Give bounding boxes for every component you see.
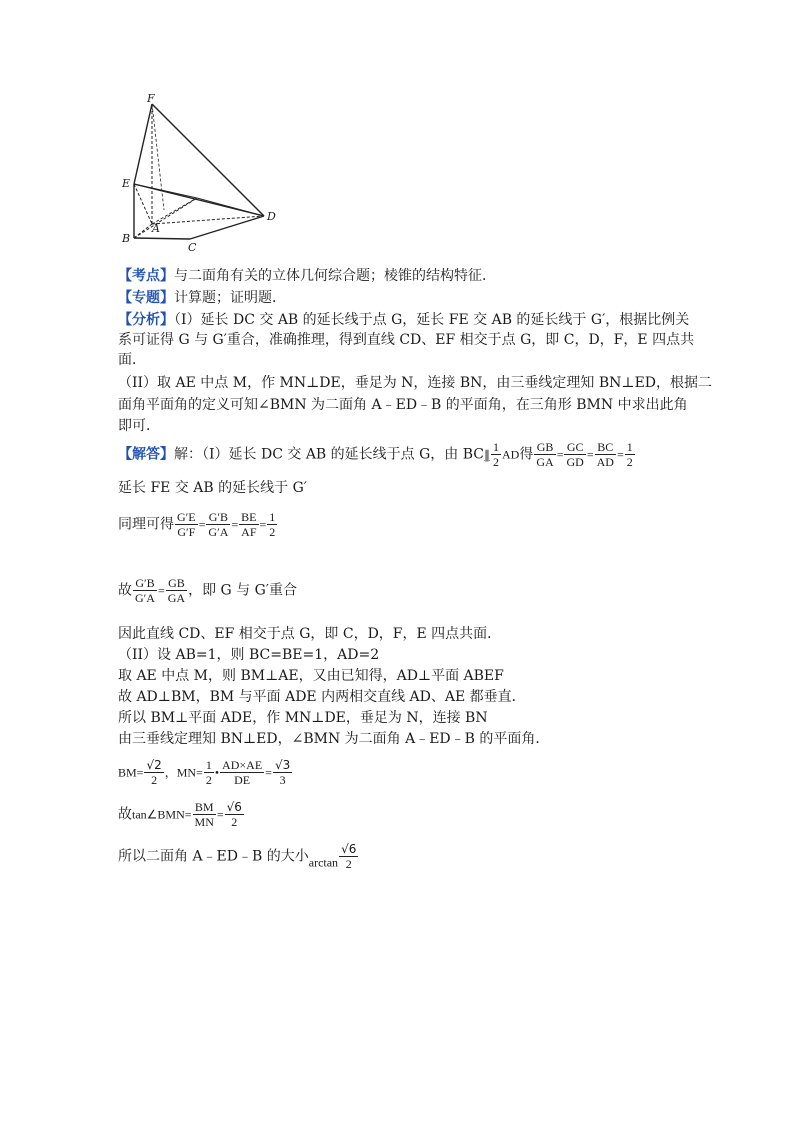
af-den: AF xyxy=(241,525,257,539)
ad-text: AD xyxy=(502,447,520,462)
label-f: F xyxy=(147,92,155,105)
l3-half-fraction xyxy=(267,510,277,539)
label-c: C xyxy=(188,241,197,252)
ge-num: G′E xyxy=(177,510,196,524)
bm-mn-fraction xyxy=(193,800,216,829)
fenxi-text-1: （I）延长 DC 交 AB 的延长线于点 G，延长 FE 交 AB 的延长线于 G′，根据比例关 xyxy=(174,312,690,328)
l4-suffix: ，即 G 与 G′重合 xyxy=(188,582,297,599)
be-af-fraction xyxy=(239,510,258,539)
dot-symbol: • xyxy=(214,765,220,780)
l3-one-num: 1 xyxy=(269,510,276,524)
ad-ae-de-fraction xyxy=(220,758,264,787)
equals: = xyxy=(216,807,224,822)
zhuanti-text: 计算题；证明题． xyxy=(174,290,286,306)
pyramid-diagram xyxy=(112,92,282,252)
fenxi-line-6: 即可． xyxy=(118,418,160,434)
equals: = xyxy=(586,447,594,462)
half-fraction xyxy=(491,440,501,469)
tan-line xyxy=(118,800,245,829)
mn-under-den: MN xyxy=(194,815,214,829)
one-num: 1 xyxy=(626,440,633,454)
fenxi-line-2: 系可证得 G 与 G′重合，准确推理，得到直线 CD、EF 相交于点 G，即 C，D，F，E 四点共 xyxy=(118,332,695,348)
solution-line-3 xyxy=(118,510,278,539)
equals: = xyxy=(616,447,624,462)
parallel-symbol: ∥ xyxy=(484,447,491,462)
ge-gf-fraction xyxy=(175,510,198,539)
gc-num: GC xyxy=(564,440,585,455)
de-den: DE xyxy=(234,773,251,787)
bm-fraction xyxy=(144,758,163,787)
be-num: BE xyxy=(241,510,257,524)
bm-den: 2 xyxy=(151,773,158,787)
solution-line-8: 故 AD⊥BM，BM 与平面 ADE 内两相交直线 AD、AE 都垂直． xyxy=(118,689,526,705)
kaodian-tag: 【考点】 xyxy=(118,268,174,284)
jieda-intro: 解：（I）延长 DC 交 AB 的延长线于点 G，由 BC xyxy=(174,446,485,463)
arctan-label: arctan xyxy=(308,855,339,870)
mn-label: ，MN= xyxy=(164,765,203,780)
ga-den: GA xyxy=(536,455,554,469)
gb-ga-fraction xyxy=(534,440,555,469)
final-line xyxy=(118,842,359,873)
bm-over-num: BM xyxy=(193,800,216,815)
tan-result-num: √6 xyxy=(226,800,242,814)
tan-label: tan∠BMN= xyxy=(132,807,192,822)
gc-gd-fraction xyxy=(564,440,585,469)
solution-line-2: 延长 FE 交 AB 的延长线于 G′ xyxy=(118,480,307,496)
half-den: 2 xyxy=(493,455,500,469)
final-fraction xyxy=(339,842,358,871)
bm-label: BM= xyxy=(118,765,144,780)
two-den: 2 xyxy=(626,455,633,469)
de-text: 得 xyxy=(519,446,534,463)
solution-line-9: 所以 BM⊥平面 ADE，作 MN⊥DE，垂足为 N，连接 BN xyxy=(118,710,488,726)
half-num: 1 xyxy=(493,440,500,454)
label-d: D xyxy=(267,210,276,223)
ga-prime-den: G′A xyxy=(208,525,229,539)
l4-gb-prime-num: G′B xyxy=(133,576,157,591)
label-b: B xyxy=(122,232,131,245)
gf-den: G′F xyxy=(177,525,196,539)
gd-den: GD xyxy=(566,455,584,469)
solution-line-5: 因此直线 CD、EF 相交于点 G，即 C，D，F，E 四点共面． xyxy=(118,626,502,642)
gb-ga-prime-fraction xyxy=(206,510,230,539)
jieda-tag: 【解答】 xyxy=(118,446,174,463)
mn-half-fraction xyxy=(204,758,214,787)
solution-line-7: 取 AE 中点 M，则 BM⊥AE，又由已知得，AD⊥平面 ABEF xyxy=(118,668,504,684)
tan-prefix: 故 xyxy=(118,806,132,823)
kaodian-text: 与二面角有关的立体几何综合题；棱锥的结构特征． xyxy=(174,268,496,284)
ad-den: AD xyxy=(596,455,614,469)
label-a: A xyxy=(152,222,160,235)
one-half-fraction xyxy=(625,440,635,469)
fenxi-line-4: （II）取 AE 中点 M，作 MN⊥DE，垂足为 N，连接 BN，由三垂线定理知 BN⊥ED，根据二 xyxy=(118,375,713,391)
bc-ad-fraction xyxy=(595,440,616,469)
mn-result-fraction xyxy=(273,758,292,787)
label-e: E xyxy=(122,177,131,190)
equals: = xyxy=(198,517,206,532)
mn-half-den: 2 xyxy=(205,773,212,787)
gb-prime-num: G′B xyxy=(206,510,230,525)
equals: = xyxy=(231,517,239,532)
l4-gb-ga-fraction xyxy=(166,576,187,605)
bm-num: √2 xyxy=(146,758,162,772)
solution-line-10: 由三垂线定理知 BN⊥ED，∠BMN 为二面角 A﹣ED﹣B 的平面角． xyxy=(118,731,550,747)
pyramid-figure xyxy=(112,92,282,252)
l3-two-den: 2 xyxy=(269,525,276,539)
gb-num: GB xyxy=(534,440,555,455)
equals: = xyxy=(556,447,564,462)
zhuanti-tag: 【专题】 xyxy=(118,290,174,306)
fenxi-line-5: 面角平面角的定义可知∠BMN 为二面角 A﹣ED﹣B 的平面角，在三角形 BMN 中求出此角 xyxy=(118,397,688,413)
solution-line-6: （II）设 AB=1，则 BC=BE=1，AD=2 xyxy=(118,647,380,663)
mn-half-num: 1 xyxy=(205,758,212,772)
bm-mn-line xyxy=(118,758,293,787)
l4-ga-den: GA xyxy=(167,591,186,605)
tan-result-fraction xyxy=(225,800,244,829)
kaodian-line xyxy=(118,266,496,286)
fenxi-tag: 【分析】 xyxy=(118,312,174,328)
l4-gb-ga-prime-fraction xyxy=(133,576,157,605)
fenxi-line-3: 面． xyxy=(118,352,146,368)
final-num: √6 xyxy=(341,842,357,856)
mn-result-den: 3 xyxy=(279,773,286,787)
jieda-line xyxy=(118,440,636,469)
fenxi-line-1 xyxy=(118,310,689,330)
ad-ae-num: AD×AE xyxy=(222,758,263,772)
final-den: 2 xyxy=(345,857,352,871)
l3-prefix: 同理可得 xyxy=(118,516,174,533)
bc-num: BC xyxy=(595,440,616,455)
equals: = xyxy=(265,765,272,780)
l4-prefix: 故 xyxy=(118,582,132,599)
l4-gb-num: GB xyxy=(166,576,187,591)
solution-line-4 xyxy=(118,576,297,605)
l4-ga-prime-den: G′A xyxy=(135,591,155,605)
mn-result-num: √3 xyxy=(274,758,291,772)
zhuanti-line xyxy=(118,288,286,308)
tan-result-den: 2 xyxy=(231,815,238,829)
equals: = xyxy=(259,517,267,532)
final-prefix: 所以二面角 A﹣ED﹣B 的大小 xyxy=(118,848,309,865)
equals: = xyxy=(157,583,165,598)
